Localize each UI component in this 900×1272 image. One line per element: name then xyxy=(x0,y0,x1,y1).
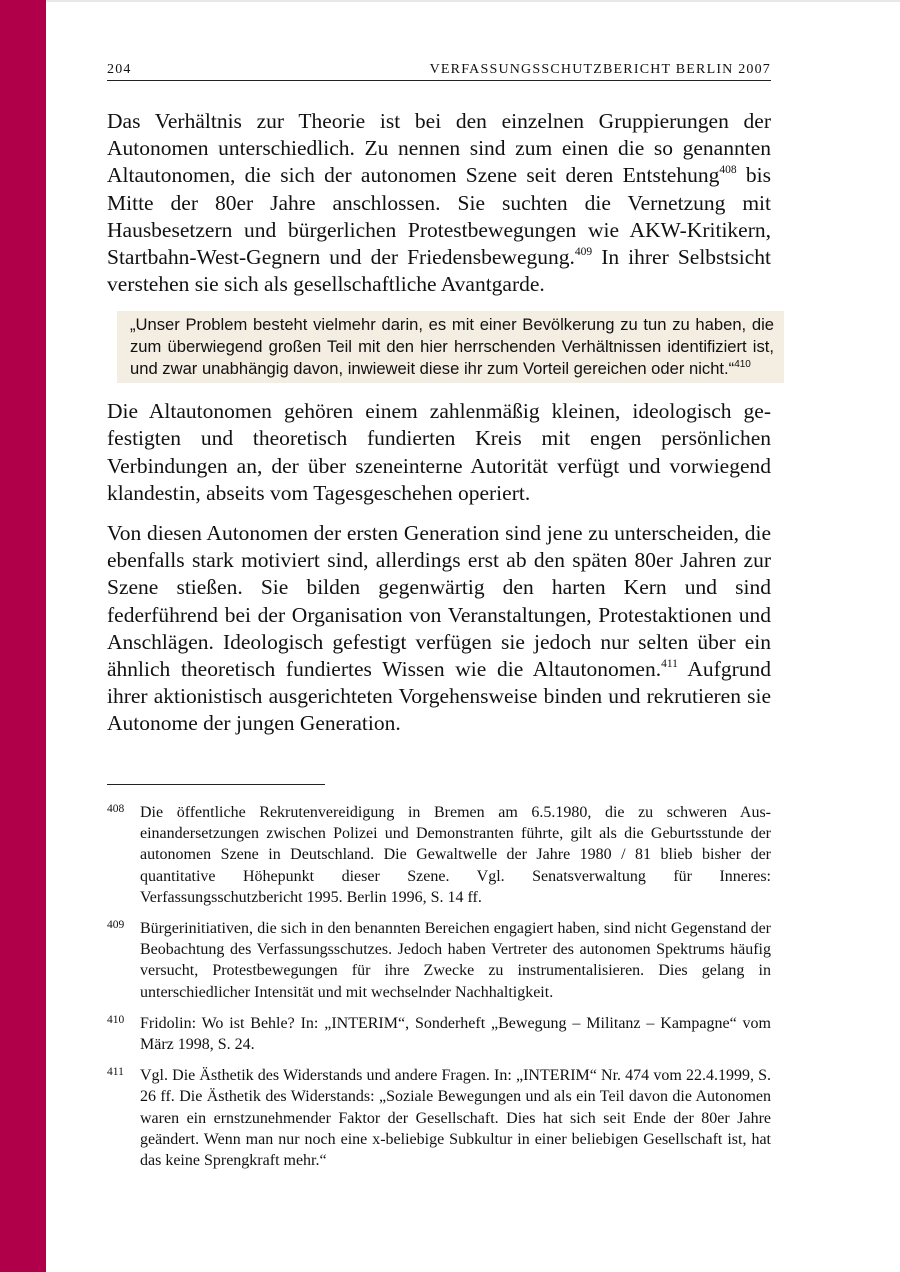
footnote xyxy=(107,1065,771,1171)
running-title: VERFASSUNGSSCHUTZBERICHT BERLIN 2007 xyxy=(429,62,771,77)
paragraph-1-part-2: bis Mitte der 80er Jahre anschlossen. Sie suchten die Vernetzung mit Hausbesetzern und bürgerlichen Protestbewegungen wie AKW-Kritikern, Startbahn-West-Gegnern und der Friedensbewegung. xyxy=(107,163,771,270)
paragraph-2: Die Altautonomen gehören einem zahlenmäßig kleinen, ideologisch gefestigten und theoretisch fundierten Kreis mit engen persönlichen Verbindungen an, der über szeneinterne Autorität verfügt und vorwiegend klandestin, abseits vom Tagesgeschehen operiert. xyxy=(107,399,771,505)
footnote xyxy=(107,1013,771,1055)
footnote-ref-409[interactable]: 409 xyxy=(574,246,593,259)
footnote-ref-411[interactable]: 411 xyxy=(661,658,678,671)
footnote-number: 409 xyxy=(107,919,125,932)
page-top-edge xyxy=(46,0,900,2)
paragraph-1-part-3: In ihrer Selbstsicht verstehen sie sich als gesellschaftliche Avantgarde. xyxy=(107,245,771,297)
footnote-number: 411 xyxy=(107,1066,124,1079)
footnote-ref-410[interactable]: 410 xyxy=(734,358,751,370)
page-number: 204 xyxy=(107,62,132,77)
sidebar-color-band xyxy=(0,0,46,1272)
footnote-text: Fridolin: Wo ist Behle? In: „INTERIM“, Sonderheft „Bewegung – Militanz – Kampagne“ vom März 1998, S. 24. xyxy=(140,1014,771,1054)
footnote-separator xyxy=(107,784,325,785)
footnotes xyxy=(107,802,771,1181)
quote-box xyxy=(117,311,784,383)
footnote xyxy=(107,802,771,908)
paragraph-3-part-2: Aufgrund ihrer aktionistisch ausgerichteten Vorgehensweise binden und rekrutieren sie Autonome der jungen Generation. xyxy=(107,657,771,736)
footnote-ref-408[interactable]: 408 xyxy=(719,164,737,177)
running-header xyxy=(107,62,771,81)
paragraph-3-part-1: Von diesen Autonomen der ersten Generation sind jene zu unterscheiden, die ebenfalls stark motiviert sind, allerdings erst ab den späten 80er Jahren zur Szene stießen. Sie bilden gegenwärtig den harten Kern und sind federführend bei der Organisation von Veranstaltungen, Protestaktionen und Anschlägen. Ideologisch gefestigt verfügen sie jedoch nur selten über ein ähnlich theoretisch fundiertes Wissen wie die Altautonomen. xyxy=(107,521,771,682)
paragraph-3 xyxy=(107,520,771,738)
footnote xyxy=(107,918,771,1003)
footnote-text: Die öffentliche Rekrutenvereidigung in Bremen am 6.5.1980, die zu schweren Auseinandersetzungen zwischen Polizei und Demonstranten führte, gilt als die Geburtsstunde der autonomen Szene in Deutschland. Die Gewaltwelle der Jahre 1980 / 81 blieb bisher der quantitative Höhepunkt dieser Szene. Vgl. Senatsverwaltung für Inneres: Verfassungsschutzbericht 1995. Berlin 1996, S. 14 ff. xyxy=(140,804,771,906)
paragraph-1 xyxy=(107,108,771,298)
footnote-text: Bürgerinitiativen, die sich in den benannten Bereichen engagiert haben, sind nicht Gegenstand der Beobachtung des Verfassungsschutzes. Jedoch haben Vertreter des autonomen Spektrums häufig versucht, Protestbewegungen für ihre Zwecke zu instrumentalisieren. Dies gelang in unterschiedlicher Intensität und mit wechselnder Nachhaltigkeit. xyxy=(140,920,771,1001)
footnote-text: Vgl. Die Ästhetik des Widerstands und andere Fragen. In: „INTERIM“ Nr. 474 vom 22.4.1999, S. 26 ff. Die Ästhetik des Widerstands: „Soziale Bewegungen und als ein Teil davon die Autonomen waren ein ernstzunehmender Faktor der Gesellschaft. Dies hat sich seit Ende der 80er Jahre geändert. Wenn man nur noch eine x-beliebige Subkultur in einer beliebigen Gesellschaft ist, hat das keine Sprengkraft mehr.“ xyxy=(140,1067,771,1170)
footnote-number: 408 xyxy=(107,803,125,815)
paragraph-1-part-1: Das Verhältnis zur Theorie ist bei den einzelnen Gruppierungen der Autonomen unterschiedlich. Zu nennen sind zum einen die so genannten Altautonomen, die sich der autonomen Szene seit deren Entstehung xyxy=(107,109,771,188)
body-text xyxy=(107,108,774,751)
footnote-number: 410 xyxy=(107,1013,125,1026)
quote-text: „Unser Problem besteht vielmehr darin, es mit einer Bevölkerung zu tun zu haben, die zum überwiegend großen Teil mit den hier herrschenden Verhältnissen identifiziert ist, und zwar unabhängig davon, inwieweit diese ihr zum Vorteil gereichen oder nicht.“ xyxy=(130,315,774,378)
